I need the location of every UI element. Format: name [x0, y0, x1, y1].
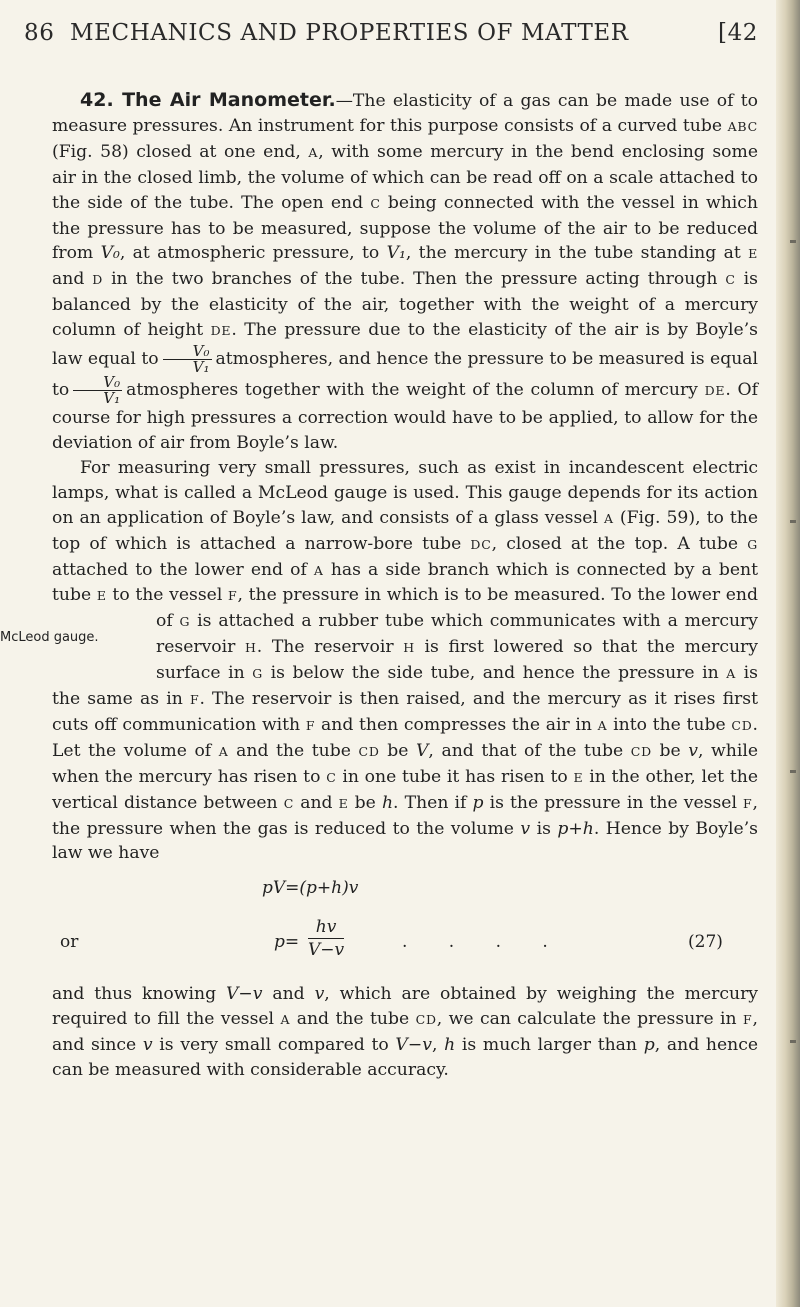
fraction-v0-over-v1: $\frac{\text{V₀}}{\text{V₁}}$	[163, 344, 212, 375]
section-marker: [42	[718, 20, 759, 46]
paragraph-2: For measuring very small pressures, such as exist in incandescent electric lamps, what is called a McLeod gauge is used. This gauge depends for its action on an application of Boyle’s law, and consists of a glass vessel A (Fig. 59), to the top of which is attached a narrow-bore tube DC, closed at the top. A tube G attached to the lower end of A has a side branch which is connected by a bent tube E to the vessel F, the pressure in which is to be measured. To the lower end of McLeod gauge. G is attached a rubber tube which communicates with a mercury reservoir H. The reservoir H is first lowered so that the mercury surface in G is below the side tube, and hence the pressure in A is the same as in F. The reservoir is then raised, and the mercury as it rises first cuts off communication with F and then compresses the air in A into the tube CD. Let the volume of A and the tube CD be V, and that of the tube CD be v, while when the mercury has risen to C in one tube it has risen to E in the other, let the vertical distance between C and E be h. Then if p is the pressure in the vessel F, the pressure when the gas is reduced to the volume v is p+h. Hence by Boyle’s law we have	[0, 457, 759, 864]
fraction-numerator: hv	[308, 916, 344, 939]
equation-or: or	[60, 932, 79, 953]
equation-fraction	[308, 916, 344, 961]
equation-boyle	[52, 876, 758, 906]
paragraph-3: and thus knowing V−v and v, which are obtained by weighing the mercury required to fill the vessel A and the tube CD, we can calculate the pressure in F, and since v is very small compared to V−v, h is much larger than p, and hence can be measured with considerable accuracy.	[52, 984, 758, 1081]
paragraph-1: 42. The Air Manometer.—The elasticity of a gas can be made use of to measure pressures. An instrument for this purpose consists of a curved tube ABC (Fig. 58) closed at one end, A, with some mercury in the bend enclosing some air in the closed limb, the volume of which can be read off on a scale attached to the side of the tube. The open end C being connected with the vessel in which the pressure has to be measured, suppose the volume of the air to be reduced from V₀, at atmospheric pressure, to V₁, the mercury in the tube standing at E and D in the two branches of the tube. Then the pressure acting through C is balanced by the elasticity of the air, together with the weight of a mercury column of height DE. The pressure due to the elasticity of the air is by Boyle’s law equal to $\frac{\text{V₀}}{\text{V₁}}$ atmospheres, and hence the pressure to be measured is equal to $\frac{\text{V₀}}{\text{V₁}}$ atmospheres together with the weight of the column of mercury DE. Of course for high pressures a correction would have to be applied, to allow for the deviation of air from Boyle’s law.	[52, 89, 759, 453]
equation-lhs: p=	[274, 932, 300, 953]
running-header	[24, 14, 764, 54]
running-title: MECHANICS AND PROPERTIES OF MATTER	[70, 20, 629, 46]
body-text	[0, 88, 759, 1083]
equation-number: (27)	[688, 932, 723, 953]
equation-dots: . . . .	[402, 932, 566, 953]
page-number: 86	[24, 20, 55, 46]
page-edge	[776, 0, 800, 1307]
fraction-denominator: V−v	[308, 940, 345, 961]
fraction-v0-over-v1: $\frac{\text{V₀}}{\text{V₁}}$	[73, 375, 122, 406]
equation-27	[52, 912, 758, 974]
figure-label: McLeod gauge.	[0, 630, 99, 646]
section-heading: 42. The Air Manometer.	[80, 89, 336, 111]
equation-1: pV=(p+h)v	[262, 878, 359, 899]
